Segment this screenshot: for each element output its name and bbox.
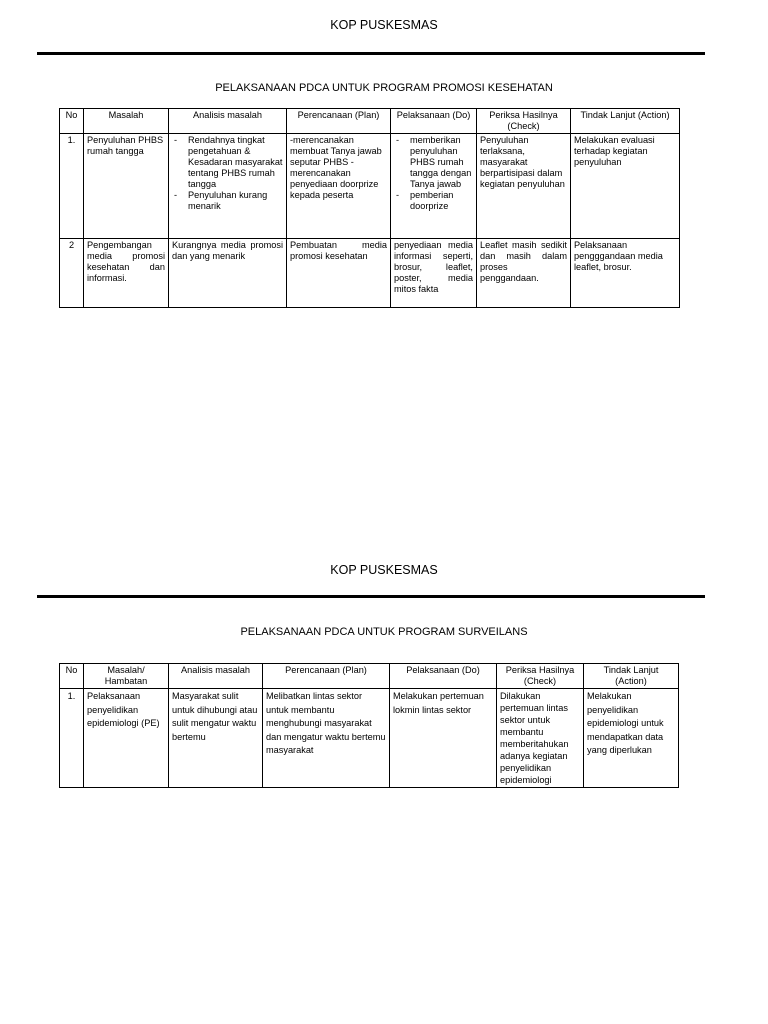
cell-check: Leaflet masih sedikit dan masih dalam proses penggandaan. bbox=[477, 239, 571, 308]
cell-plan: Melibatkan lintas sektor untuk membantu menghubungi masyarakat dan mengatur waktu bertemu masyarakat bbox=[263, 689, 390, 788]
cell-no: 2 bbox=[60, 239, 84, 308]
header-do: Pelaksanaan (Do) bbox=[390, 664, 497, 689]
header-check: Periksa Hasilnya (Check) bbox=[477, 109, 571, 134]
pdca-table-promosi bbox=[59, 108, 680, 308]
header-plan: Perencanaan (Plan) bbox=[287, 109, 391, 134]
cell-no: 1. bbox=[60, 689, 84, 788]
header-check: Periksa Hasilnya (Check) bbox=[497, 664, 584, 689]
header-do: Pelaksanaan (Do) bbox=[391, 109, 477, 134]
cell-analisis: Kurangnya media promosi dan yang menarik bbox=[169, 239, 287, 308]
cell-masalah: Pengembangan media promosi kesehatan dan informasi. bbox=[84, 239, 169, 308]
cell-analisis: Masyarakat sulit untuk dihubungi atau sulit mengatur waktu bertemu bbox=[169, 689, 263, 788]
cell-action: Pelaksanaan pengggandaan media leaflet, brosur. bbox=[571, 239, 680, 308]
divider-line-2 bbox=[37, 595, 705, 598]
list-item: - Penyuluhan kurang menarik bbox=[188, 190, 283, 212]
header-plan: Perencanaan (Plan) bbox=[263, 664, 390, 689]
table-row bbox=[60, 134, 680, 239]
document-title-2: PELAKSANAAN PDCA UNTUK PROGRAM SURVEILANS bbox=[240, 626, 528, 638]
kop-heading-2: KOP PUSKESMAS bbox=[330, 563, 438, 577]
cell-action: Melakukan penyelidikan epidemiologi untuk mendapatkan data yang diperlukan bbox=[584, 689, 679, 788]
cell-plan: -merencanakan membuat Tanya jawab seputar PHBS -merencanakan penyediaan doorprize kepada peserta bbox=[287, 134, 391, 239]
cell-do: penyediaan media informasi seperti, brosur, leaflet, poster, media mitos fakta bbox=[391, 239, 477, 308]
cell-do bbox=[391, 134, 477, 239]
table-row bbox=[60, 239, 680, 308]
header-analisis: Analisis masalah bbox=[169, 109, 287, 134]
kop-heading-1: KOP PUSKESMAS bbox=[330, 18, 438, 32]
cell-no: 1. bbox=[60, 134, 84, 239]
table-header-row bbox=[60, 109, 680, 134]
header-action: Tindak Lanjut (Action) bbox=[571, 109, 680, 134]
cell-action: Melakukan evaluasi terhadap kegiatan penyuluhan bbox=[571, 134, 680, 239]
list-item: - memberikan penyuluhan PHBS rumah tangga dengan Tanya jawab bbox=[410, 135, 473, 190]
cell-masalah: Penyuluhan PHBS rumah tangga bbox=[84, 134, 169, 239]
header-masalah: Masalah/ Hambatan bbox=[84, 664, 169, 689]
cell-check: Dilakukan pertemuan lintas sektor untuk membantu memberitahukan adanya kegiatan penyelidikan epidemiologi bbox=[497, 689, 584, 788]
cell-plan: Pembuatan media promosi kesehatan bbox=[287, 239, 391, 308]
list-item: - Rendahnya tingkat pengetahuan & Kesadaran masyarakat tentang PHBS rumah tangga bbox=[188, 135, 283, 190]
table-row bbox=[60, 689, 679, 788]
pdca-table-surveilans bbox=[59, 663, 679, 788]
divider-line-1 bbox=[37, 52, 705, 55]
table-header-row bbox=[60, 664, 679, 689]
list-item: - pemberian doorprize bbox=[410, 190, 473, 212]
cell-analisis bbox=[169, 134, 287, 239]
cell-check: Penyuluhan terlaksana, masyarakat berpartisipasi dalam kegiatan penyuluhan bbox=[477, 134, 571, 239]
header-action: Tindak Lanjut (Action) bbox=[584, 664, 679, 689]
cell-masalah: Pelaksanaan penyelidikan epidemiologi (PE) bbox=[84, 689, 169, 788]
header-masalah: Masalah bbox=[84, 109, 169, 134]
header-analisis: Analisis masalah bbox=[169, 664, 263, 689]
document-title-1: PELAKSANAAN PDCA UNTUK PROGRAM PROMOSI KESEHATAN bbox=[215, 82, 553, 94]
header-no: No bbox=[60, 109, 84, 134]
header-no: No bbox=[60, 664, 84, 689]
cell-do: Melakukan pertemuan lokmin lintas sektor bbox=[390, 689, 497, 788]
